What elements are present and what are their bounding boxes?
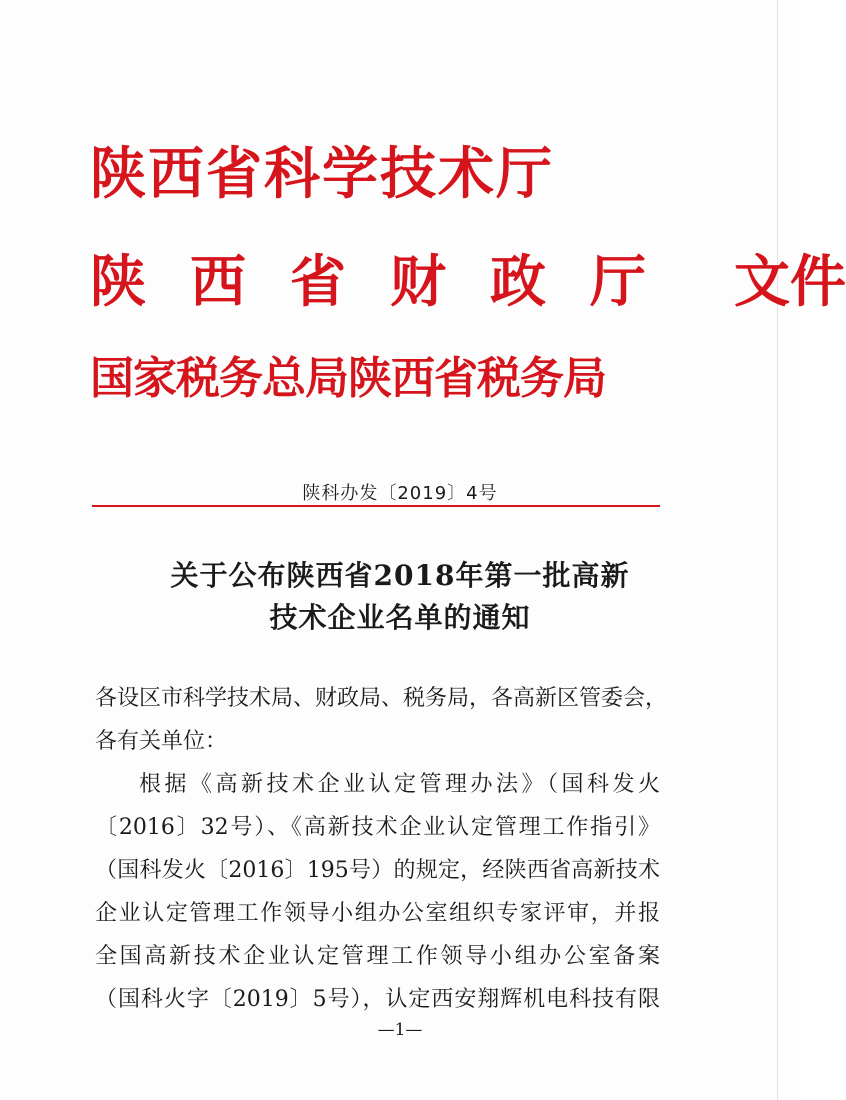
document-number: 陕科办发〔2019〕4号: [302, 483, 498, 504]
document-type-label: 文件: [734, 249, 846, 315]
paragraph-line: （国科发火〔2016〕195号）的规定，经陕西省高新技术: [95, 858, 660, 883]
issuer-line-2-char: 政: [490, 249, 546, 315]
issuer-line-3: 国家税务总局陕西省税务局: [90, 353, 606, 404]
issuer-line-2-char: 陕: [90, 249, 146, 315]
notice-body: [95, 677, 668, 1021]
issuer-line-2-char: 省: [290, 249, 346, 315]
paragraph-line: 全国高新技术企业认定管理工作领导小组办公室备案: [95, 944, 660, 969]
issuer-line-2-char: 厅: [590, 249, 646, 315]
paragraph-line: 〔2016〕32号）、《高新技术企业认定管理工作指引》: [95, 815, 660, 840]
issuer-line-2: [90, 238, 846, 318]
notice-title-line-1: 关于公布陕西省2018年第一批高新: [170, 559, 630, 592]
issuer-line-2-char: 财: [390, 249, 446, 315]
red-separator-rule: [92, 505, 660, 507]
paragraph-line: 企业认定管理工作领导小组办公室组织专家评审，并报: [95, 901, 660, 926]
addressee-line-1: 各设区市科学技术局、财政局、税务局，各高新区管委会，: [95, 686, 668, 711]
scan-edge-line: [777, 0, 778, 1100]
page-number: —1—: [377, 1020, 423, 1040]
issuer-line-2-char: 西: [190, 249, 246, 315]
issuer-line-1: 陕西省科学技术厅: [90, 141, 554, 207]
paragraph-line: 根据《高新技术企业认定管理办法》（国科发火: [139, 772, 660, 797]
paragraph-line: （国科火字〔2019〕5号），认定西安翔辉机电科技有限: [95, 987, 660, 1012]
notice-title-line-2: 技术企业名单的通知: [269, 601, 531, 634]
addressee-line-2: 各有关单位：: [95, 729, 228, 754]
